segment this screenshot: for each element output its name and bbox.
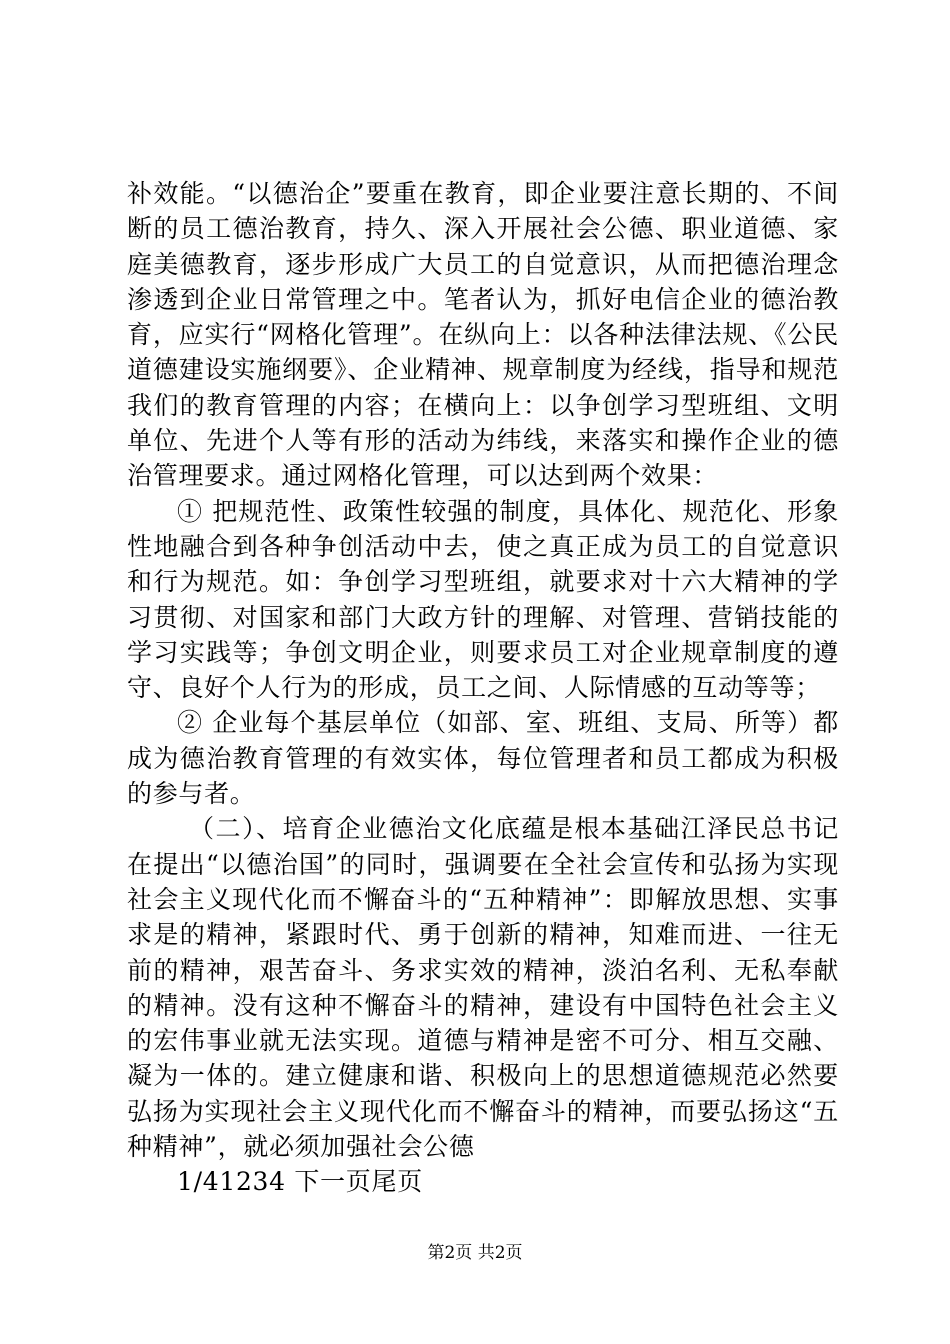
pagination-text: 1/41234 下一页尾页: [177, 1167, 423, 1197]
paragraph-effect-two: ② 企业每个基层单位（如部、室、班组、支局、所等）都成为德治教育管理的有效实体，每位管理者和员工都成为积极的参与者。: [127, 708, 839, 809]
paragraph-effect-one: ① 把规范性、政策性较强的制度，具体化、规范化、形象性地融合到各种争创活动中去，使之真正成为员工的自觉意识和行为规范。如：争创学习型班组，就要求对十六大精神的学习贯彻、对国家和部门大政方针的理解、对管理、营销技能的学习实践等；争创文明企业，则要求员工对企业规章制度的遵守、良好个人行为的形成，员工之间、人际情感的互动等等；: [127, 496, 839, 703]
document-body: [127, 176, 839, 1200]
paragraph-grid-management: 补效能。“以德治企”要重在教育，即企业要注意长期的、不间断的员工德治教育，持久、深入开展社会公德、职业道德、家庭美德教育，逐步形成广大员工的自觉意识，从而把德治理念渗透到企业日常管理之中。笔者认为，抓好电信企业的德治教育，应实行“网格化管理”。在纵向上：以各种法律法规、《公民道德建设实施纲要》、企业精神、规章制度为经线，指导和规范我们的教育管理的内容；在横向上：以争创学习型班组、文明单位、先进个人等有形的活动为纬线，来落实和操作企业的德治管理要求。通过网格化管理，可以达到两个效果：: [127, 179, 839, 491]
paragraph-section-two: （二）、培育企业德治文化底蕴是根本基础江泽民总书记在提出“以德治国”的同时，强调要在全社会宣传和弘扬为实现社会主义现代化而不懈奋斗的“五种精神”：即解放思想、实事求是的精神，紧跟时代、勇于创新的精神，知难而进、一往无前的精神，艰苦奋斗、务求实效的精神，淡泊名利、无私奉献的精神。没有这种不懈奋斗的精神，建设有中国特色社会主义的宏伟事业就无法实现。道德与精神是密不可分、相互交融、凝为一体的。建立健康和谐、积极向上的思想道德规范必然要弘扬为实现社会主义现代化而不懈奋斗的精神，而要弘扬这“五种精神”，就必须加强社会公德: [127, 814, 839, 1162]
page-footer: 第2页 共2页: [427, 1243, 523, 1263]
